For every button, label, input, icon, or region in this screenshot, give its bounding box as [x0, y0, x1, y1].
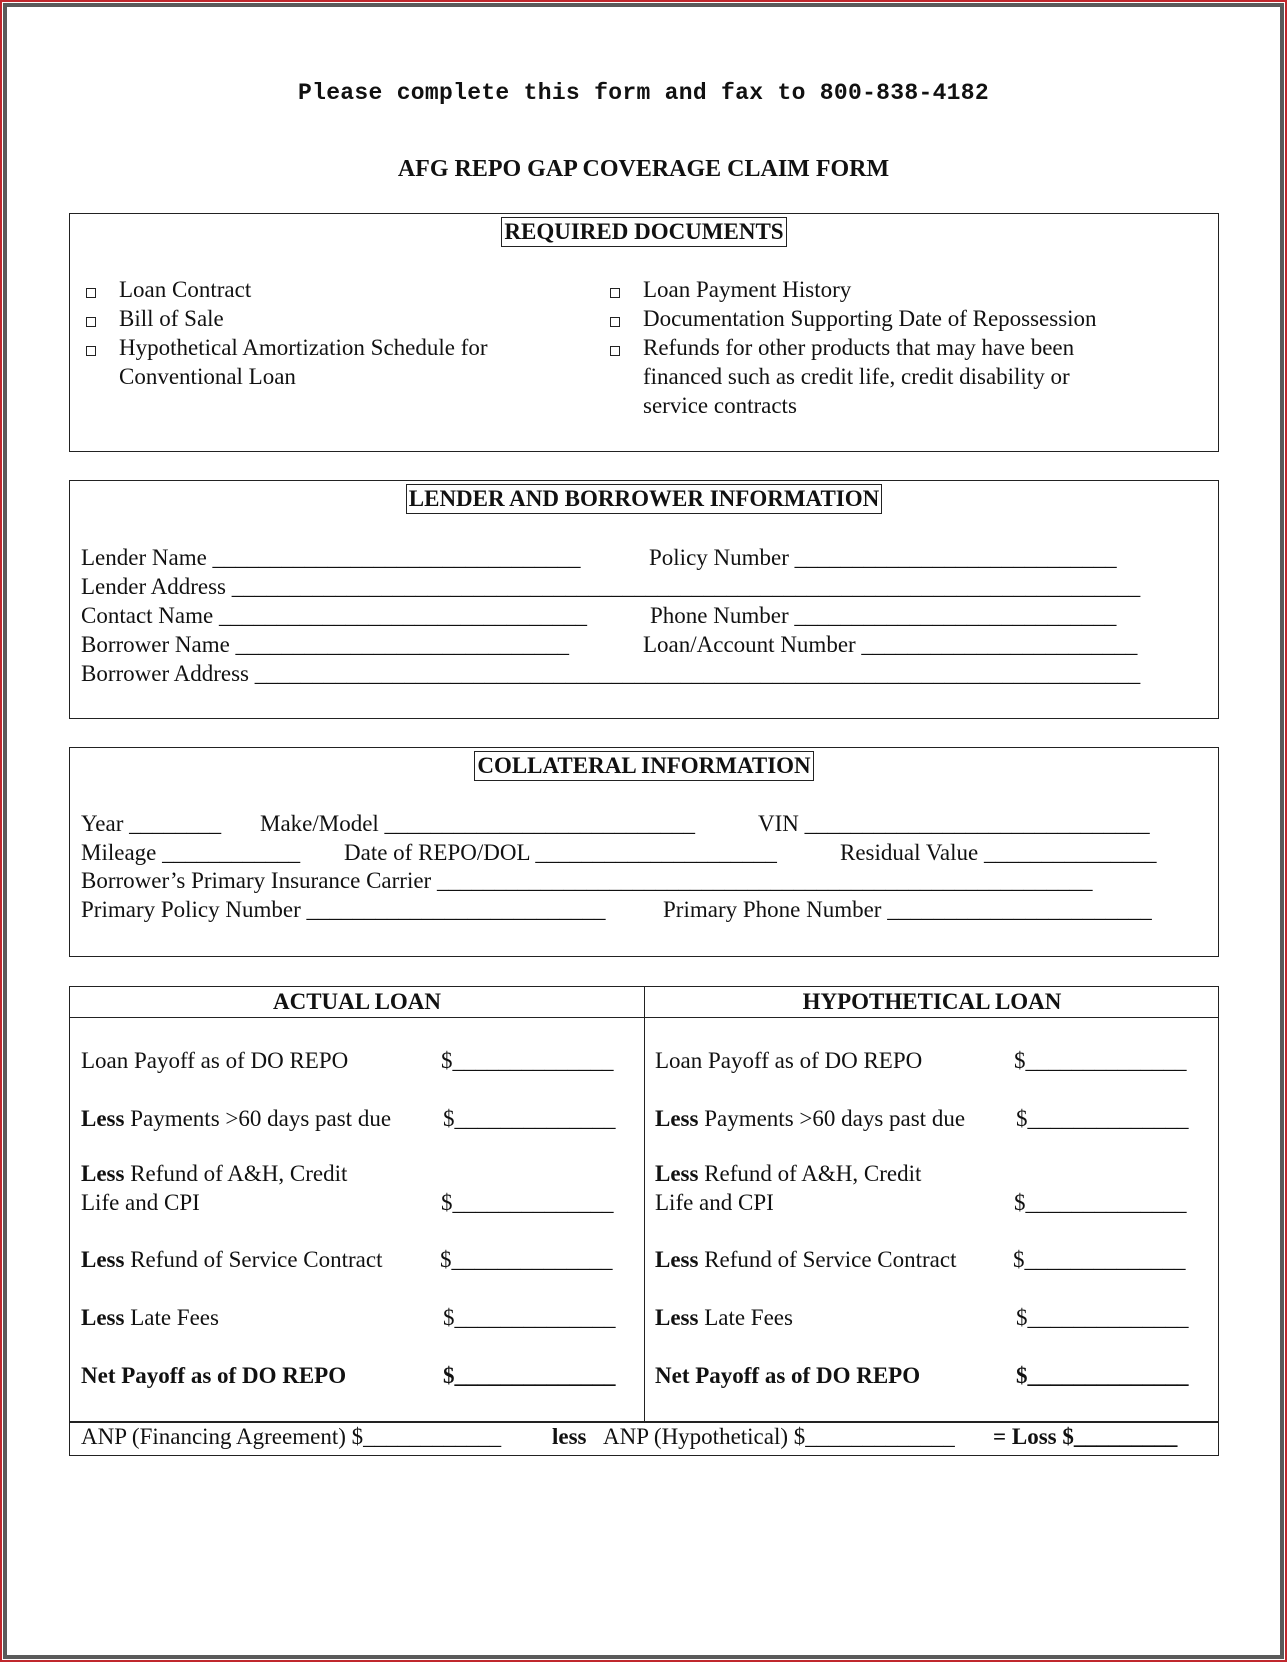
primary-phone-field[interactable]: Primary Phone Number _______________________ — [663, 897, 1152, 922]
actual-refund-sc-amount[interactable]: $______________ — [440, 1247, 613, 1272]
hypo-refund-ah-row-cont: Life and CPI — [655, 1190, 774, 1215]
checkbox-bill-of-sale[interactable] — [86, 317, 96, 327]
actual-refund-ah-row-cont: Life and CPI — [81, 1190, 200, 1215]
required-documents-header: REQUIRED DOCUMENTS — [501, 217, 786, 247]
hypo-net-payoff-label: Net Payoff as of DO REPO — [655, 1363, 921, 1388]
primary-policy-field[interactable]: Primary Policy Number __________________________ — [81, 897, 606, 922]
hypo-refund-sc-row: Less Refund of Service Contract — [655, 1247, 957, 1272]
collateral-header: COLLATERAL INFORMATION — [474, 751, 813, 781]
doc-amortization-schedule-cont: Conventional Loan — [119, 364, 296, 389]
hypo-refund-ah-row: Less Refund of A&H, Credit — [655, 1161, 922, 1186]
checkbox-amortization-schedule[interactable] — [86, 346, 96, 356]
actual-late-fees-row: Less Late Fees — [81, 1305, 219, 1330]
residual-value-field[interactable]: Residual Value _______________ — [840, 840, 1157, 865]
doc-refunds-cont2: service contracts — [643, 393, 797, 418]
hypo-payoff-label: Loan Payoff as of DO REPO — [655, 1048, 923, 1073]
lender-borrower-header: LENDER AND BORROWER INFORMATION — [406, 484, 882, 514]
loan-comparison-table — [69, 986, 1219, 1456]
actual-payoff-label: Loan Payoff as of DO REPO — [81, 1048, 349, 1073]
loan-account-field[interactable]: Loan/Account Number ________________________ — [643, 632, 1138, 657]
hypo-net-payoff-amount[interactable]: $______________ — [1016, 1363, 1189, 1388]
checkbox-payment-history[interactable] — [610, 288, 620, 298]
borrower-name-field[interactable]: Borrower Name _____________________________ — [81, 632, 570, 657]
anp-financing-field[interactable]: ANP (Financing Agreement) $____________ — [81, 1424, 502, 1449]
actual-net-payoff-label: Net Payoff as of DO REPO — [81, 1363, 347, 1388]
doc-refunds: Refunds for other products that may have been — [643, 335, 1075, 360]
doc-bill-of-sale: Bill of Sale — [119, 306, 224, 331]
fax-instruction: Please complete this form and fax to 800-838-4182 — [297, 80, 989, 106]
collateral-section — [69, 747, 1219, 957]
lender-borrower-section — [69, 480, 1219, 719]
date-repo-field[interactable]: Date of REPO/DOL _____________________ — [344, 840, 777, 865]
anp-hypothetical-field[interactable]: ANP (Hypothetical) $_____________ — [603, 1424, 955, 1449]
contact-name-field[interactable]: Contact Name ________________________________ — [81, 603, 587, 628]
hypo-late-fees-amount[interactable]: $______________ — [1016, 1305, 1189, 1330]
phone-number-field[interactable]: Phone Number ____________________________ — [650, 603, 1117, 628]
doc-payment-history: Loan Payment History — [643, 277, 852, 302]
actual-net-payoff-amount[interactable]: $______________ — [443, 1363, 616, 1388]
lender-address-field[interactable]: Lender Address _______________________________________________________________________________ — [81, 574, 1141, 599]
checkbox-refunds[interactable] — [610, 346, 620, 356]
mileage-field[interactable]: Mileage ____________ — [81, 840, 301, 865]
actual-payments-row: Less Payments >60 days past due — [81, 1106, 392, 1131]
hypo-refund-ah-amount[interactable]: $______________ — [1014, 1190, 1187, 1215]
actual-late-fees-amount[interactable]: $______________ — [443, 1305, 616, 1330]
hypo-payments-row: Less Payments >60 days past due — [655, 1106, 966, 1131]
doc-loan-contract: Loan Contract — [119, 277, 252, 302]
hypo-payoff-amount[interactable]: $______________ — [1014, 1048, 1187, 1073]
actual-refund-ah-row: Less Refund of A&H, Credit — [81, 1161, 348, 1186]
actual-payments-amount[interactable]: $______________ — [443, 1106, 616, 1131]
loss-field[interactable]: = Loss $_________ — [993, 1424, 1178, 1449]
table-column-divider — [644, 987, 645, 1421]
required-documents-section — [69, 213, 1219, 452]
actual-payoff-amount[interactable]: $______________ — [441, 1048, 614, 1073]
insurance-carrier-field[interactable]: Borrower’s Primary Insurance Carrier _________________________________________________________ — [81, 868, 1093, 893]
policy-number-field[interactable]: Policy Number ____________________________ — [649, 545, 1117, 570]
doc-amortization-schedule: Hypothetical Amortization Schedule for — [119, 335, 488, 360]
year-field[interactable]: Year ________ — [81, 811, 222, 836]
actual-loan-header: ACTUAL LOAN — [272, 989, 442, 1014]
hypo-refund-sc-amount[interactable]: $______________ — [1013, 1247, 1186, 1272]
doc-repossession-date: Documentation Supporting Date of Repossession — [643, 306, 1097, 331]
checkbox-repossession-date[interactable] — [610, 317, 620, 327]
vin-field[interactable]: VIN ______________________________ — [758, 811, 1150, 836]
lender-name-field[interactable]: Lender Name ________________________________ — [81, 545, 581, 570]
borrower-address-field[interactable]: Borrower Address _____________________________________________________________________________ — [81, 661, 1141, 686]
hypo-late-fees-row: Less Late Fees — [655, 1305, 793, 1330]
hypo-payments-amount[interactable]: $______________ — [1016, 1106, 1189, 1131]
doc-refunds-cont1: financed such as credit life, credit disability or — [643, 364, 1070, 389]
actual-refund-ah-amount[interactable]: $______________ — [441, 1190, 614, 1215]
form-title: AFG REPO GAP COVERAGE CLAIM FORM — [397, 156, 890, 182]
make-model-field[interactable]: Make/Model ___________________________ — [260, 811, 696, 836]
hypothetical-loan-header: HYPOTHETICAL LOAN — [802, 989, 1062, 1014]
checkbox-loan-contract[interactable] — [86, 288, 96, 298]
anp-less-label: less — [552, 1424, 587, 1449]
actual-refund-sc-row: Less Refund of Service Contract — [81, 1247, 383, 1272]
